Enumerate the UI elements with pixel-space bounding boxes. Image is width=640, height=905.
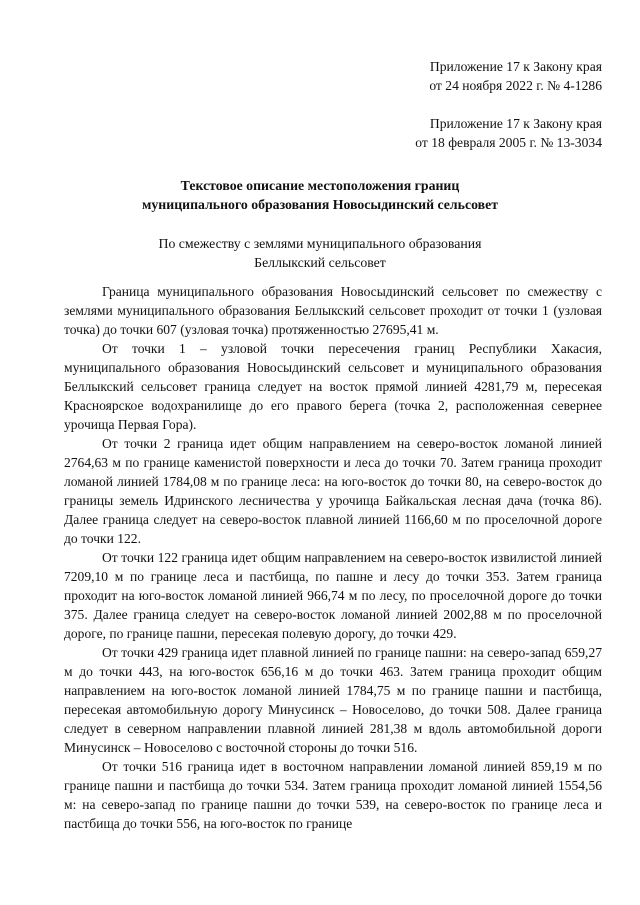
appendix-original-line1: Приложение 17 к Закону края — [429, 116, 602, 131]
document-body — [64, 282, 602, 833]
appendix-current-line2: от 24 ноября 2022 г. № 4-1286 — [429, 78, 602, 93]
document-title — [0, 176, 640, 214]
title-line1: Текстовое описание местоположения границ — [180, 178, 460, 193]
paragraph: От точки 429 граница идет плавной линией по границе пашни: на северо-запад 659,27 м до точки 443, на юго-восток 656,16 м до точки 463. Затем граница проходит общим направлением на юго-восток ломаной линией 1784,75 м по границе пашни и пастбища, пересекая автомобильную дорогу Минусинск – Новоселово, до точки 508. Далее граница следует в северном направлении плавной линией 281,38 м вдоль автомобильной дороги Минусинск – Новоселово с восточной стороны до точки 516. — [64, 645, 602, 755]
section-heading — [0, 234, 640, 272]
paragraph: От точки 122 граница идет общим направлением на северо-восток извилистой линией 7209,10 м по границе леса и пастбища, по пашне и лесу до точки 353. Затем граница проходит на юго-восток ломаной линией 966,74 м по лесу, по проселочной дороге до точки 375. Далее граница следует на северо-восток ломаной линией 2002,88 м по проселочной дороге, по границе пашни, пересекая полевую дорогу, до точки 429. — [64, 550, 602, 641]
paragraph: От точки 1 – узловой точки пересечения границ Республики Хакасия, муниципального образования Новосыдинский сельсовет и муниципального образования Беллыкский сельсовет граница следует на восток прямой линией 4281,79 м, пересекая Красноярское водохранилище до его правого берега (точка 2, расположенная севернее урочища Первая Гора). — [64, 341, 602, 432]
paragraph: От точки 2 граница идет общим направлением на северо-восток ломаной линией 2764,63 м по границе каменистой поверхности и леса до точки 70. Затем граница проходит ломаной линией 1784,08 м по границе леса: на юго-восток до точки 80, на северо-восток до границы земель Идринского лесничества у урочища Байкальская лесная дача (точка 86). Далее граница следует на северо-восток плавной линией 1166,60 м по проселочной дороге до точки 122. — [64, 436, 602, 546]
appendix-original-line2: от 18 февраля 2005 г. № 13-3034 — [415, 135, 602, 150]
paragraph: Граница муниципального образования Новосыдинский сельсовет по смежеству с землями муниципального образования Беллыкский сельсовет проходит от точки 1 (узловая точка) до точки 607 (узловая точка) протяженностью 27695,41 м. — [64, 284, 602, 337]
section-line1: По смежеству с землями муниципального образования — [158, 236, 482, 251]
title-line2: муниципального образования Новосыдинский сельсовет — [142, 197, 498, 212]
section-line2: Беллыкский сельсовет — [254, 255, 386, 270]
appendix-current-line1: Приложение 17 к Закону края — [429, 59, 602, 74]
appendix-note-original — [415, 114, 602, 152]
paragraph: От точки 516 граница идет в восточном направлении ломаной линией 859,19 м по границе пашни и пастбища до точки 534. Затем граница проходит ломаной линией 1554,56 м: на северо-запад по границе пашни до точки 539, на северо-восток по границе леса и пастбища до точки 556, на юго-восток по границе — [64, 759, 602, 831]
appendix-note-current — [429, 57, 602, 95]
